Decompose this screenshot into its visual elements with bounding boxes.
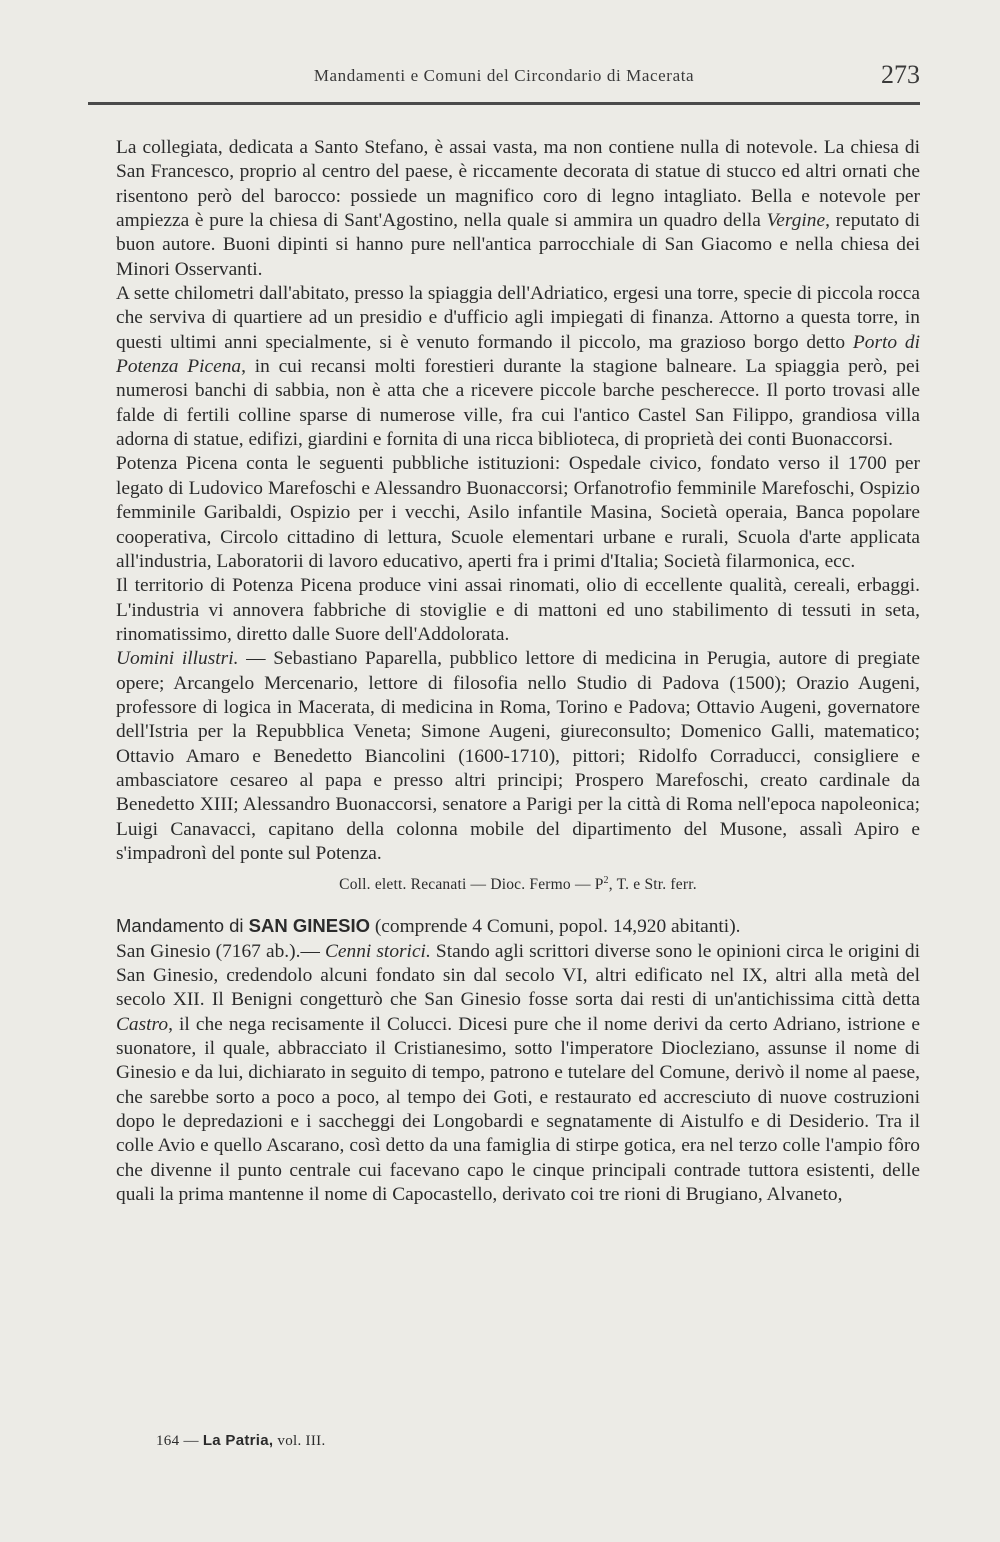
running-header [88, 62, 920, 105]
italic-porto: Porto di Potenza Picena [116, 331, 920, 378]
paragraph-collegiata: La collegiata, dedicata a Santo Stefano, è assai vasta, ma non contiene nulla di notevole. La chiesa di San Francesco, proprio al centro del paese, è riccamente decorata di statue di stucco ed altri ornati che risentono però del barocco: possiede un magnifico coro di legno intagliato. Bella e notevole per ampiezza è pure la chiesa di Sant'Agostino, nella quale si ammira un quadro della Vergine, reputato di buon autore. Buoni dipinti si hanno pure nell'antica parrocchiale di San Giacomo e nella chiesa dei Minori Osservanti. [116, 137, 920, 280]
paragraph-territorio: Il territorio di Potenza Picena produce vini assai rinomati, olio di eccellente qualità, cereali, erbaggi. L'industria vi annovera fabbriche di stoviglie e di mattoni ed uno stabilimento di tessuti in seta, rinomatissimo, diretto dalle Suore dell'Addolorata. [116, 575, 920, 645]
paragraph-san-ginesio: San Ginesio (7167 ab.).— Cenni storici. Stando agli scrittori diverse sono le opinioni circa le origini di San Ginesio, credendolo alcuni fondato sin dal secolo VI, altri edificato nel IX, altri alla metà del secolo XII. Il Benigni congetturò che San Ginesio fosse sorta dai resti di un'antichissima città detta Castro, il che nega recisamente il Colucci. Dicesi pure che il nome derivi da certo Adriano, istrione e suonatore, il quale, abbracciato il Cristianesimo, sotto l'imperatore Diocleziano, assunse il nome di Ginesio e da lui, dichiarato in seguito di tempo, patrono e tutelare del Comune, derivò il nome al paese, che sarebbe sorto a poco a poco, al tempo dei Goti, e restaurato ed accresciuto di nuove costruzioni dopo le depredazioni e i saccheggi dei Longobardi e segnatamente di Aistulfo e di Desiderio. Tra il colle Avio e quello Ascarano, così detto da una famiglia di stirpe gotica, era nel terzo colle l'ampio fôro che divenne il punto centrale cui facevano capo le cinque principali contrade tuttora esistenti, delle quali la prima mantenne il nome di Capocastello, derivato coi tre rioni di Brugiano, Alvaneto, [116, 940, 920, 1206]
paragraph-istituzioni: Potenza Picena conta le seguenti pubbliche istituzioni: Ospedale civico, fondato verso il 1700 per legato di Ludovico Marefoschi e Alessandro Buonaccorsi; Orfanotrofio femminile Marefoschi, Ospizio femminile Garibaldi, Ospizio per i vecchi, Asilo infantile Masina, Società operaia, Banca popolare cooperativa, Circolo cittadino di lettura, Scuole elementari urbane e rurali, Scuola d'arte applicata all'industria, Laboratorii di lavoro educativo, aperti fra i primi d'Italia; Società filarmonica, ecc. [116, 453, 920, 572]
body-text [116, 136, 920, 1207]
italic-cenni-storici: Cenni storici. [324, 940, 431, 962]
footnote-collegio: Coll. elett. Recanati — Dioc. Fermo — $P^2$, T. e Str. ferr. [339, 875, 697, 894]
header-title: Mandamenti e Comuni del Circondario di Macerata [313, 66, 695, 85]
italic-vergine: Vergine [766, 210, 826, 232]
signature-brand: La Patria, [202, 1432, 274, 1449]
paragraph-torre: A sette chilometri dall'abitato, presso la spiaggia dell'Adriatico, ergesi una torre, specie di piccola rocca che serviva di quartiere ad un presidio e d'ufficio agli impiegati di finanza. Attorno a questa torre, in questi ultimi anni specialmente, si è venuto formando il piccolo, ma grazioso borgo detto Porto di Potenza Picena, in cui recansi molti forestieri durante la stagione balneare. La spiaggia però, pei numerosi banchi di sabbia, non è atta che a ricevere piccole barche pescherecce. Il porto trovasi alle falde di fertili colline sparse di numerose ville, fra cui l'antico Castel San Filippo, grandiosa villa adorna di statue, edifizi, giardini e fornita di una ricca biblioteca, di proprietà dei conti Buonaccorsi. [116, 283, 920, 451]
section-name: SAN GINESIO [248, 915, 370, 937]
italic-uomini-illustri: Uomini illustri. [116, 648, 239, 670]
printer-signature: 164 — La Patria, vol. III. [156, 1432, 326, 1449]
italic-castro: Castro [116, 1013, 169, 1035]
page-number: 273 [881, 60, 920, 89]
paragraph-uomini-illustri: Uomini illustri. — Sebastiano Paparella, pubblico lettore di medicina in Perugia, autore di pregiate opere; Arcangelo Mercenario, lettore di filosofia nello Studio di Padova (1500); Orazio Augeni, professore di logica in Macerata, di medicina in Roma, Torino e Padova; Ottavio Augeni, governatore dell'Istria per la Repubblica Veneta; Simone Augeni, giureconsulto; Domenico Galli, matematico; Ottavio Amaro e Benedetto Biancolini (1600-1710), pittori; Ridolfo Corraducci, consigliere e ambasciatore cesareo al papa e presso altri principi; Prospero Marefoschi, creato cardinale da Benedetto XIII; Alessandro Buonaccorsi, senatore a Parigi per la città di Roma nell'epoca napoleonica; Luigi Canavacci, capitano della colonna mobile del dipartimento del Musone, assalì Apiro e s'impadronì del ponte sul Potenza. [116, 648, 920, 864]
section-heading: Mandamento di SAN GINESIO (comprende 4 Comuni, popol. 14,920 abitanti). [116, 915, 741, 938]
